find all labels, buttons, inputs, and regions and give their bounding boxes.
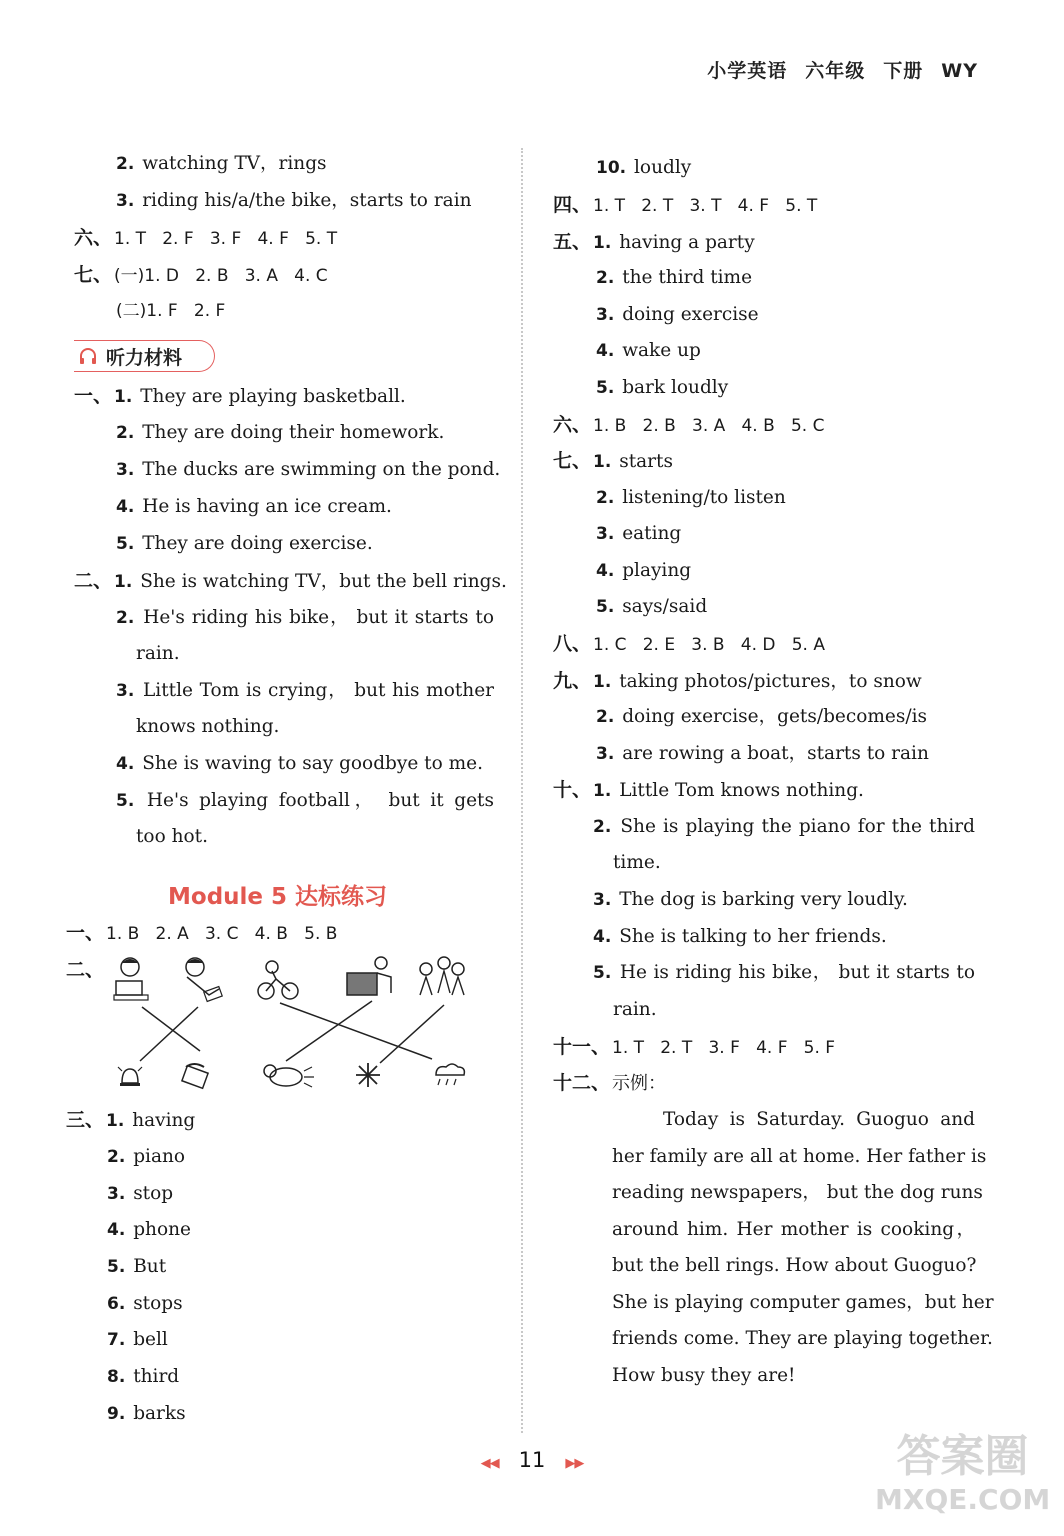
headphone-icon xyxy=(78,347,98,365)
fill-answer: 4. phone xyxy=(107,1219,191,1240)
fill-answer: 4. playing xyxy=(596,560,692,581)
column-divider xyxy=(521,148,523,1433)
listening-material-tag xyxy=(74,340,215,372)
section-six: 六、 1. T 2. F 3. F 4. F 5. T xyxy=(74,227,338,249)
fill-answer: 4. wake up xyxy=(596,340,701,361)
section-eleven: 十一、 1. T 2. T 3. F 4. F 5. F xyxy=(553,1036,836,1058)
listening-item: 4. She is waving to say goodbye to me. xyxy=(116,753,483,774)
listening-item: 3. The ducks are swimming on the pond. xyxy=(116,459,501,480)
section-eight: 八、 1. C 2. E 3. B 4. D 5. A xyxy=(553,633,825,655)
fill-answer: 7. bell xyxy=(107,1329,168,1350)
boy-bike-picture xyxy=(258,961,298,999)
section-four: 四、 1. T 2. T 3. T 4. F 5. T xyxy=(553,194,818,216)
essay-line: reading newspapers， but the dog runs xyxy=(612,1182,983,1203)
essay-line: friends come. They are playing together. xyxy=(612,1328,993,1349)
essay-line: Today is Saturday. Guoguo and xyxy=(663,1109,975,1130)
listening-tag-label: 听力材料 xyxy=(106,346,183,369)
fill-answer: 2. the third time xyxy=(596,267,753,288)
page-number: 11 xyxy=(518,1448,546,1472)
section-ten: 十、 1. Little Tom knows nothing. xyxy=(553,779,864,801)
essay-line: She is playing computer games，but her xyxy=(612,1292,994,1313)
sentence-answer: 5. He is riding his bike， but it starts to xyxy=(593,962,975,983)
listening-item: 5. They are doing exercise. xyxy=(116,533,373,554)
fill-answer: 2. doing exercise，gets/becomes/is xyxy=(596,706,927,727)
answer-line: (二)1. F 2. F xyxy=(116,301,226,321)
fill-answer: 3. are rowing a boat，starts to rain xyxy=(596,743,929,764)
fill-answer: 5. bark loudly xyxy=(596,377,729,398)
module-section-three: 三、 1. having xyxy=(66,1109,196,1131)
girl-phone-picture xyxy=(186,958,222,1001)
module-title: Module 5 达标练习 xyxy=(168,884,388,910)
module-section-one: 一、 1. B 2. A 3. C 4. B 5. B xyxy=(66,922,338,944)
fill-answer: 10. loudly xyxy=(596,157,692,178)
essay-line: her family are all at home. Her father is xyxy=(612,1146,987,1167)
listening-item: 3. Little Tom is crying， but his mother xyxy=(116,680,494,701)
kids-talking-picture xyxy=(420,957,464,995)
fill-answer: 5. But xyxy=(107,1256,167,1277)
answer-line: 3. riding his/a/the bike，starts to rain xyxy=(116,190,472,211)
phone-picture xyxy=(182,1064,208,1088)
page-header xyxy=(689,56,978,83)
sentence-answer: 2. She is playing the piano for the third xyxy=(593,816,975,837)
listening-item: 5. He's playing football， but it gets xyxy=(116,790,494,811)
listening-item-cont: knows nothing. xyxy=(136,716,280,737)
next-arrows-icon: ▶▶ xyxy=(565,1456,584,1471)
bell-picture xyxy=(118,1067,142,1086)
fill-answer: 2. piano xyxy=(107,1146,186,1167)
section-seven: 七、 (一)1. D 2. B 3. A 4. C xyxy=(74,264,328,286)
sentence-answer: 4. She is talking to her friends. xyxy=(593,926,887,947)
section-twelve: 十二、 示例： xyxy=(553,1072,667,1094)
girl-tv-picture xyxy=(114,958,148,1000)
section-six-right: 六、 1. B 2. B 3. A 4. B 5. C xyxy=(553,414,825,436)
sentence-answer-cont: rain. xyxy=(613,999,657,1020)
matching-pictures xyxy=(64,955,484,1095)
boy-computer-picture xyxy=(347,957,391,995)
listening-item-cont: rain. xyxy=(136,643,180,664)
fill-answer: 6. stops xyxy=(107,1293,183,1314)
module-section-two: 二、 xyxy=(66,959,105,981)
watermark: 答案圈 MXQE.COM xyxy=(875,1431,1051,1516)
header-subject: 小学英语 xyxy=(707,60,788,82)
rain-cloud-picture xyxy=(436,1064,464,1085)
essay-line: around him. Her mother is cooking， xyxy=(612,1219,975,1240)
listening-item: 4. He is having an ice cream. xyxy=(116,496,392,517)
essay-line: How busy they are! xyxy=(612,1365,796,1386)
prev-arrows-icon: ◀◀ xyxy=(480,1456,499,1471)
header-volume: 下册 xyxy=(883,60,924,82)
listening-item: 二、 1. She is watching TV，but the bell rings. xyxy=(74,570,507,592)
fill-answer: 8. third xyxy=(107,1366,180,1387)
fill-answer: 2. listening/to listen xyxy=(596,487,786,508)
fill-answer: 3. doing exercise xyxy=(596,304,759,325)
section-seven-right: 七、 1. starts xyxy=(553,450,673,472)
fill-answer: 9. barks xyxy=(107,1403,186,1424)
sentence-answer: 3. The dog is barking very loudly. xyxy=(593,889,908,910)
sentence-answer-cont: time. xyxy=(613,852,661,873)
listening-item: 一、 1. They are playing basketball. xyxy=(74,385,406,407)
fill-answer: 3. stop xyxy=(107,1183,174,1204)
answer-line: 2. watching TV，rings xyxy=(116,153,327,174)
essay-line: but the bell rings. How about Guoguo? xyxy=(612,1255,977,1276)
section-nine: 九、 1. taking photos/pictures，to snow xyxy=(553,670,922,692)
section-five: 五、 1. having a party xyxy=(553,231,755,253)
header-edition: WY xyxy=(941,60,978,82)
match-line xyxy=(380,1005,444,1063)
barking-dog-picture xyxy=(264,1065,314,1087)
fill-answer: 3. eating xyxy=(596,523,682,544)
listening-item-cont: too hot. xyxy=(136,826,208,847)
fill-answer: 5. says/said xyxy=(596,596,708,617)
listening-item: 2. He's riding his bike， but it starts to xyxy=(116,607,494,628)
listening-item: 2. They are doing their homework. xyxy=(116,422,445,443)
match-line xyxy=(140,1007,198,1061)
header-grade: 六年级 xyxy=(805,60,866,82)
snowflake-picture xyxy=(356,1063,380,1087)
